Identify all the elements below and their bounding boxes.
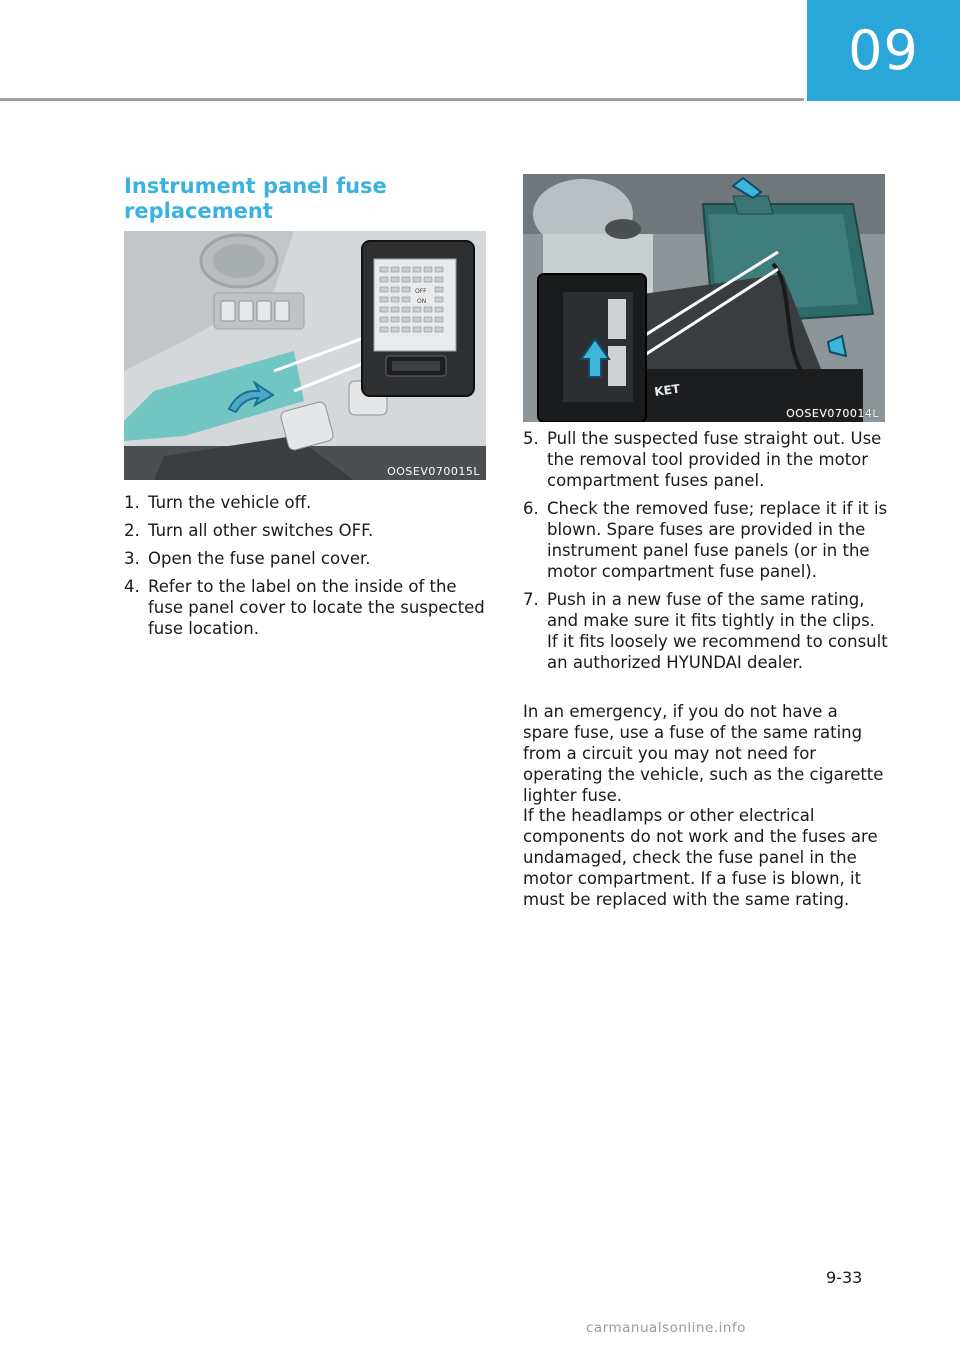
step-text: Push in a new fuse of the same rating, and make sure it fits tightly in the clips. If it fits loosely we recommend to consult an authorized HYUNDAI dealer. [547,590,888,672]
step-number: 5. [523,429,539,448]
instrument-panel-illustration [124,231,486,480]
motor-compartment-illustration [523,174,885,422]
step-item [124,492,486,513]
step-text: Open the fuse panel cover. [148,549,371,568]
step-item [124,520,486,541]
step-number: 4. [124,577,140,596]
section-title: Instrument panel fuse replacement [124,174,387,223]
steps-list-right [523,428,888,680]
figure-instrument-panel [124,231,486,480]
step-item [124,576,486,639]
header-rule [0,98,804,101]
step-text: Turn all other switches OFF. [148,521,374,540]
page-number: 9-33 [826,1268,863,1287]
chapter-tab: 09 [807,0,960,101]
step-item [124,548,486,569]
figure-motor-compartment [523,174,885,422]
step-number: 3. [124,549,140,568]
step-number: 2. [124,521,140,540]
headlamps-paragraph: If the headlamps or other electrical components do not work and the fuses are undamaged, check the fuse panel in the motor compartment. If a fuse is blown, it must be replaced with the same rating. [523,806,878,909]
step-item [523,428,888,491]
step-number: 1. [124,493,140,512]
step-text: Turn the vehicle off. [148,493,312,512]
fuse-off-label: OFF [415,288,427,295]
step-text: Pull the suspected fuse straight out. Use the removal tool provided in the motor compartment fuses panel. [547,429,882,490]
steps-list-left [124,492,486,646]
watermark: carmanualsonline.info [586,1320,746,1336]
fuse-on-label: ON [417,298,427,305]
step-item [523,589,888,673]
step-text: Refer to the label on the inside of the fuse panel cover to locate the suspected fuse location. [148,577,485,638]
battery-label: KET [653,381,681,399]
step-number: 7. [523,590,539,609]
figure-code-left: OOSEV070015L [387,465,480,478]
figure-code-right: OOSEV070014L [786,407,879,420]
step-item [523,498,888,582]
step-number: 6. [523,499,539,518]
emergency-paragraph: In an emergency, if you do not have a spare fuse, use a fuse of the same rating from a circuit you may not need for operating the vehicle, such as the cigarette lighter fuse. [523,702,884,805]
step-text: Check the removed fuse; replace it if it is blown. Spare fuses are provided in the instrument panel fuse panels (or in the motor compartment fuse panel). [547,499,888,581]
